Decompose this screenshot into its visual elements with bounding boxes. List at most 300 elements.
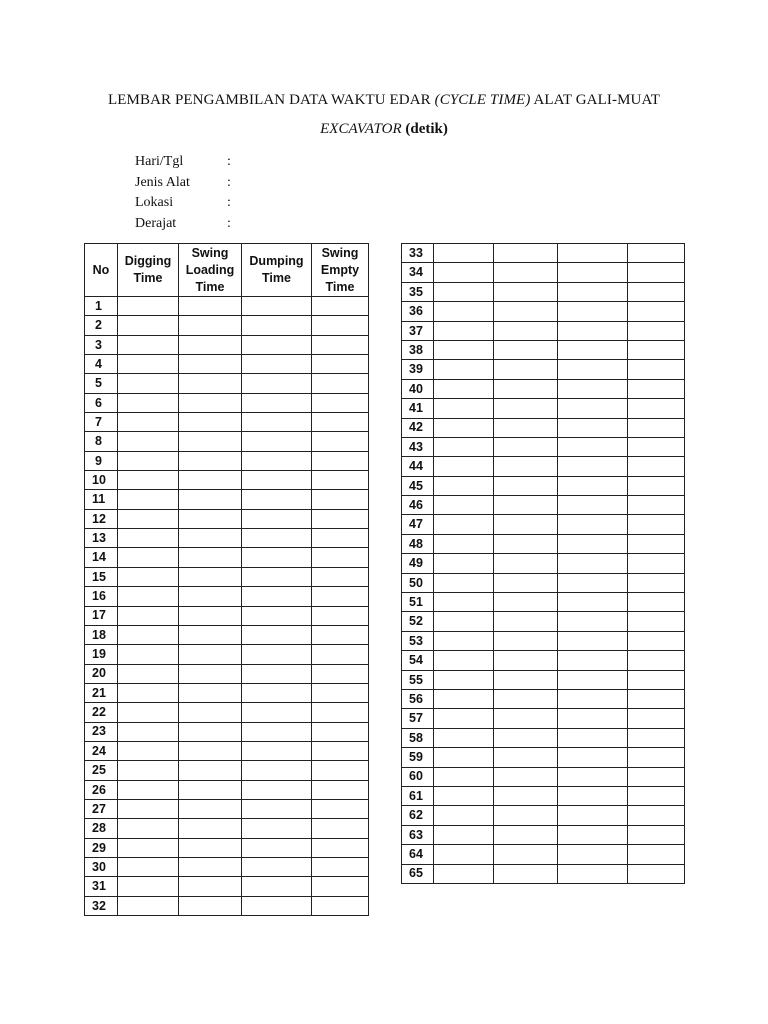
row-number: 24 [85,741,118,760]
swing-empty-time-cell[interactable] [628,437,685,456]
digging-time-cell[interactable] [434,612,494,631]
digging-time-cell[interactable] [118,877,179,896]
swing-empty-time-cell[interactable] [628,496,685,515]
swing-loading-time-cell[interactable] [494,728,558,747]
swing-loading-time-cell[interactable] [494,399,558,418]
swing-loading-time-cell[interactable] [494,496,558,515]
dumping-time-cell[interactable] [242,548,312,567]
dumping-time-cell[interactable] [558,651,628,670]
dumping-time-cell[interactable] [242,297,312,316]
swing-empty-time-cell[interactable] [628,825,685,844]
dumping-time-cell[interactable] [558,748,628,767]
swing-loading-time-cell[interactable] [179,374,242,393]
swing-loading-time-cell[interactable] [494,244,558,263]
dumping-time-cell[interactable] [242,703,312,722]
dumping-time-cell[interactable] [242,587,312,606]
dumping-time-cell[interactable] [242,509,312,528]
digging-time-cell[interactable] [434,379,494,398]
digging-time-cell[interactable] [434,825,494,844]
digging-time-cell[interactable] [434,728,494,747]
digging-time-cell[interactable] [434,437,494,456]
swing-empty-time-cell[interactable] [628,670,685,689]
digging-time-cell[interactable] [434,806,494,825]
dumping-time-cell[interactable] [558,554,628,573]
dumping-time-cell[interactable] [242,896,312,915]
swing-empty-time-cell[interactable] [628,612,685,631]
swing-empty-time-cell[interactable] [312,838,369,857]
table-row [402,437,685,456]
swing-loading-time-cell[interactable] [179,587,242,606]
swing-loading-time-cell[interactable] [494,379,558,398]
dumping-time-cell[interactable] [242,761,312,780]
header-dumping-time: Dumping Time [242,244,312,297]
swing-empty-time-cell[interactable] [628,554,685,573]
swing-empty-time-cell[interactable] [312,683,369,702]
digging-time-cell[interactable] [434,786,494,805]
dumping-time-cell[interactable] [558,263,628,282]
dumping-time-cell[interactable] [242,877,312,896]
swing-loading-time-cell[interactable] [494,748,558,767]
digging-time-cell[interactable] [118,432,179,451]
dumping-time-cell[interactable] [558,244,628,263]
swing-empty-time-cell[interactable] [312,335,369,354]
swing-loading-time-cell[interactable] [494,418,558,437]
digging-time-cell[interactable] [434,263,494,282]
swing-empty-time-cell[interactable] [628,515,685,534]
swing-loading-time-cell[interactable] [494,845,558,864]
dumping-time-cell[interactable] [242,567,312,586]
digging-time-cell[interactable] [118,838,179,857]
swing-loading-time-cell[interactable] [179,451,242,470]
digging-time-cell[interactable] [434,399,494,418]
swing-empty-time-cell[interactable] [628,786,685,805]
digging-time-cell[interactable] [118,722,179,741]
dumping-time-cell[interactable] [558,379,628,398]
swing-loading-time-cell[interactable] [494,282,558,301]
table-row [85,451,369,470]
swing-loading-time-cell[interactable] [179,297,242,316]
table-row [402,864,685,883]
dumping-time-cell[interactable] [558,360,628,379]
table-row [402,282,685,301]
digging-time-cell[interactable] [434,767,494,786]
dumping-time-cell[interactable] [558,321,628,340]
dumping-time-cell[interactable] [558,709,628,728]
dumping-time-cell[interactable] [558,282,628,301]
row-number: 57 [402,709,434,728]
field-colon: : [227,215,231,231]
swing-empty-time-cell[interactable] [312,451,369,470]
swing-loading-time-cell[interactable] [179,799,242,818]
swing-empty-time-cell[interactable] [628,282,685,301]
row-number: 21 [85,683,118,702]
digging-time-cell[interactable] [118,529,179,548]
digging-time-cell[interactable] [118,799,179,818]
digging-time-cell[interactable] [118,297,179,316]
row-number: 4 [85,355,118,374]
swing-loading-time-cell[interactable] [179,741,242,760]
digging-time-cell[interactable] [118,316,179,335]
digging-time-cell[interactable] [434,748,494,767]
dumping-time-cell[interactable] [558,845,628,864]
swing-loading-time-cell[interactable] [494,806,558,825]
swing-empty-time-cell[interactable] [628,689,685,708]
swing-loading-time-cell[interactable] [494,554,558,573]
digging-time-cell[interactable] [434,457,494,476]
digging-time-cell[interactable] [118,413,179,432]
swing-loading-time-cell[interactable] [179,877,242,896]
dumping-time-cell[interactable] [558,437,628,456]
swing-empty-time-cell[interactable] [312,587,369,606]
swing-empty-time-cell[interactable] [312,664,369,683]
field-jenis-alat [135,173,237,194]
swing-loading-time-cell[interactable] [494,612,558,631]
dumping-time-cell[interactable] [242,857,312,876]
swing-loading-time-cell[interactable] [179,432,242,451]
row-number: 54 [402,651,434,670]
digging-time-cell[interactable] [118,780,179,799]
digging-time-cell[interactable] [118,548,179,567]
digging-time-cell[interactable] [118,645,179,664]
swing-loading-time-cell[interactable] [179,393,242,412]
digging-time-cell[interactable] [118,393,179,412]
swing-loading-time-cell[interactable] [494,457,558,476]
swing-loading-time-cell[interactable] [494,864,558,883]
swing-empty-time-cell[interactable] [628,263,685,282]
dumping-time-cell[interactable] [558,399,628,418]
swing-empty-time-cell[interactable] [628,593,685,612]
swing-empty-time-cell[interactable] [628,806,685,825]
header-no: No [85,244,118,297]
dumping-time-cell[interactable] [558,418,628,437]
swing-empty-time-cell[interactable] [628,399,685,418]
dumping-time-cell[interactable] [558,728,628,747]
swing-loading-time-cell[interactable] [179,896,242,915]
digging-time-cell[interactable] [434,573,494,592]
swing-loading-time-cell[interactable] [179,625,242,644]
swing-loading-time-cell[interactable] [179,645,242,664]
swing-empty-time-cell[interactable] [628,709,685,728]
digging-time-cell[interactable] [434,476,494,495]
row-number: 29 [85,838,118,857]
digging-time-cell[interactable] [118,683,179,702]
table-row [402,593,685,612]
digging-time-cell[interactable] [434,689,494,708]
dumping-time-cell[interactable] [242,683,312,702]
swing-empty-time-cell[interactable] [312,741,369,760]
dumping-time-cell[interactable] [242,664,312,683]
swing-loading-time-cell[interactable] [494,767,558,786]
swing-empty-time-cell[interactable] [628,457,685,476]
swing-empty-time-cell[interactable] [312,877,369,896]
digging-time-cell[interactable] [434,244,494,263]
swing-empty-time-cell[interactable] [312,413,369,432]
digging-time-cell[interactable] [118,819,179,838]
dumping-time-cell[interactable] [242,374,312,393]
swing-empty-time-cell[interactable] [628,767,685,786]
dumping-time-cell[interactable] [558,767,628,786]
dumping-time-cell[interactable] [242,451,312,470]
table-row [402,748,685,767]
swing-loading-time-cell[interactable] [179,490,242,509]
dumping-time-cell[interactable] [558,612,628,631]
dumping-time-cell[interactable] [242,316,312,335]
dumping-time-cell[interactable] [242,432,312,451]
swing-empty-time-cell[interactable] [312,645,369,664]
swing-empty-time-cell[interactable] [312,490,369,509]
digging-time-cell[interactable] [434,302,494,321]
swing-empty-time-cell[interactable] [628,244,685,263]
row-number: 11 [85,490,118,509]
row-number: 19 [85,645,118,664]
swing-empty-time-cell[interactable] [628,321,685,340]
swing-empty-time-cell[interactable] [312,567,369,586]
table-row [402,496,685,515]
swing-empty-time-cell[interactable] [312,703,369,722]
digging-time-cell[interactable] [434,864,494,883]
dumping-time-cell[interactable] [558,476,628,495]
dumping-time-cell[interactable] [242,355,312,374]
field-hari-tgl [135,152,237,173]
digging-time-cell[interactable] [434,631,494,650]
swing-loading-time-cell[interactable] [179,780,242,799]
digging-time-cell[interactable] [434,593,494,612]
swing-empty-time-cell[interactable] [312,432,369,451]
swing-empty-time-cell[interactable] [628,534,685,553]
swing-loading-time-cell[interactable] [494,709,558,728]
digging-time-cell[interactable] [434,496,494,515]
digging-time-cell[interactable] [118,587,179,606]
digging-time-cell[interactable] [434,709,494,728]
swing-loading-time-cell[interactable] [179,355,242,374]
dumping-time-cell[interactable] [558,786,628,805]
dumping-time-cell[interactable] [558,670,628,689]
digging-time-cell[interactable] [118,896,179,915]
swing-loading-time-cell[interactable] [179,548,242,567]
dumping-time-cell[interactable] [558,515,628,534]
table-row [85,819,369,838]
dumping-time-cell[interactable] [242,490,312,509]
digging-time-cell[interactable] [118,664,179,683]
swing-empty-time-cell[interactable] [312,297,369,316]
dumping-time-cell[interactable] [558,806,628,825]
row-number: 41 [402,399,434,418]
swing-empty-time-cell[interactable] [312,857,369,876]
dumping-time-cell[interactable] [242,645,312,664]
row-number: 32 [85,896,118,915]
swing-loading-time-cell[interactable] [179,819,242,838]
swing-empty-time-cell[interactable] [312,819,369,838]
row-number: 7 [85,413,118,432]
swing-empty-time-cell[interactable] [628,864,685,883]
swing-loading-time-cell[interactable] [179,683,242,702]
swing-empty-time-cell[interactable] [312,799,369,818]
swing-empty-time-cell[interactable] [628,728,685,747]
swing-empty-time-cell[interactable] [312,780,369,799]
row-number: 28 [85,819,118,838]
swing-loading-time-cell[interactable] [179,703,242,722]
digging-time-cell[interactable] [118,857,179,876]
row-number: 17 [85,606,118,625]
row-number: 16 [85,587,118,606]
swing-loading-time-cell[interactable] [494,573,558,592]
digging-time-cell[interactable] [434,282,494,301]
swing-empty-time-cell[interactable] [628,476,685,495]
dumping-time-cell[interactable] [242,529,312,548]
swing-empty-time-cell[interactable] [312,529,369,548]
swing-empty-time-cell[interactable] [312,374,369,393]
table-row [85,509,369,528]
digging-time-cell[interactable] [434,554,494,573]
swing-empty-time-cell[interactable] [312,625,369,644]
digging-time-cell[interactable] [434,360,494,379]
swing-loading-time-cell[interactable] [494,360,558,379]
swing-loading-time-cell[interactable] [494,476,558,495]
digging-time-cell[interactable] [434,670,494,689]
swing-empty-time-cell[interactable] [312,548,369,567]
swing-empty-time-cell[interactable] [312,393,369,412]
swing-empty-time-cell[interactable] [312,896,369,915]
swing-empty-time-cell[interactable] [312,471,369,490]
swing-loading-time-cell[interactable] [494,437,558,456]
table-row [85,606,369,625]
swing-loading-time-cell[interactable] [179,664,242,683]
swing-empty-time-cell[interactable] [628,302,685,321]
dumping-time-cell[interactable] [558,825,628,844]
swing-loading-time-cell[interactable] [179,838,242,857]
swing-loading-time-cell[interactable] [494,825,558,844]
swing-loading-time-cell[interactable] [494,302,558,321]
swing-empty-time-cell[interactable] [628,340,685,359]
swing-loading-time-cell[interactable] [179,567,242,586]
swing-empty-time-cell[interactable] [312,606,369,625]
swing-empty-time-cell[interactable] [312,722,369,741]
field-derajat [135,214,237,235]
swing-loading-time-cell[interactable] [494,321,558,340]
swing-loading-time-cell[interactable] [179,413,242,432]
swing-empty-time-cell[interactable] [628,845,685,864]
swing-loading-time-cell[interactable] [179,316,242,335]
swing-loading-time-cell[interactable] [494,593,558,612]
digging-time-cell[interactable] [434,340,494,359]
row-number: 36 [402,302,434,321]
swing-empty-time-cell[interactable] [628,651,685,670]
digging-time-cell[interactable] [118,335,179,354]
swing-loading-time-cell[interactable] [494,534,558,553]
digging-time-cell[interactable] [434,418,494,437]
digging-time-cell[interactable] [118,490,179,509]
swing-empty-time-cell[interactable] [628,418,685,437]
swing-loading-time-cell[interactable] [494,340,558,359]
digging-time-cell[interactable] [434,845,494,864]
digging-time-cell[interactable] [118,451,179,470]
swing-loading-time-cell[interactable] [179,509,242,528]
swing-loading-time-cell[interactable] [179,606,242,625]
dumping-time-cell[interactable] [558,573,628,592]
dumping-time-cell[interactable] [558,302,628,321]
table-row [85,335,369,354]
digging-time-cell[interactable] [118,703,179,722]
swing-loading-time-cell[interactable] [179,471,242,490]
digging-time-cell[interactable] [118,374,179,393]
swing-empty-time-cell[interactable] [628,379,685,398]
swing-empty-time-cell[interactable] [628,748,685,767]
swing-loading-time-cell[interactable] [179,761,242,780]
header-swing-loading-time: Swing Loading Time [179,244,242,297]
swing-loading-time-cell[interactable] [494,689,558,708]
swing-loading-time-cell[interactable] [494,670,558,689]
swing-loading-time-cell[interactable] [494,786,558,805]
swing-loading-time-cell[interactable] [179,335,242,354]
dumping-time-cell[interactable] [242,335,312,354]
dumping-time-cell[interactable] [242,471,312,490]
dumping-time-cell[interactable] [242,838,312,857]
dumping-time-cell[interactable] [558,496,628,515]
digging-time-cell[interactable] [434,534,494,553]
dumping-time-cell[interactable] [242,625,312,644]
dumping-time-cell[interactable] [242,722,312,741]
swing-loading-time-cell[interactable] [494,631,558,650]
digging-time-cell[interactable] [118,567,179,586]
swing-empty-time-cell[interactable] [628,360,685,379]
digging-time-cell[interactable] [118,625,179,644]
row-number: 40 [402,379,434,398]
digging-time-cell[interactable] [434,651,494,670]
dumping-time-cell[interactable] [558,631,628,650]
digging-time-cell[interactable] [434,321,494,340]
dumping-time-cell[interactable] [558,689,628,708]
swing-empty-time-cell[interactable] [628,573,685,592]
swing-loading-time-cell[interactable] [494,515,558,534]
dumping-time-cell[interactable] [558,534,628,553]
swing-empty-time-cell[interactable] [312,316,369,335]
dumping-time-cell[interactable] [558,593,628,612]
swing-loading-time-cell[interactable] [494,651,558,670]
digging-time-cell[interactable] [118,606,179,625]
table-row [402,651,685,670]
swing-loading-time-cell[interactable] [179,857,242,876]
digging-time-cell[interactable] [118,741,179,760]
digging-time-cell[interactable] [118,509,179,528]
table-row [402,379,685,398]
table-row [85,316,369,335]
swing-empty-time-cell[interactable] [628,631,685,650]
table-row [402,476,685,495]
row-number: 55 [402,670,434,689]
dumping-time-cell[interactable] [558,457,628,476]
dumping-time-cell[interactable] [558,340,628,359]
swing-loading-time-cell[interactable] [179,722,242,741]
table-row [402,263,685,282]
digging-time-cell[interactable] [118,471,179,490]
swing-empty-time-cell[interactable] [312,509,369,528]
dumping-time-cell[interactable] [242,413,312,432]
dumping-time-cell[interactable] [558,864,628,883]
dumping-time-cell[interactable] [242,799,312,818]
dumping-time-cell[interactable] [242,780,312,799]
dumping-time-cell[interactable] [242,741,312,760]
digging-time-cell[interactable] [434,515,494,534]
swing-loading-time-cell[interactable] [494,263,558,282]
digging-time-cell[interactable] [118,761,179,780]
swing-loading-time-cell[interactable] [179,529,242,548]
dumping-time-cell[interactable] [242,393,312,412]
dumping-time-cell[interactable] [242,819,312,838]
digging-time-cell[interactable] [118,355,179,374]
swing-empty-time-cell[interactable] [312,355,369,374]
dumping-time-cell[interactable] [242,606,312,625]
swing-empty-time-cell[interactable] [312,761,369,780]
